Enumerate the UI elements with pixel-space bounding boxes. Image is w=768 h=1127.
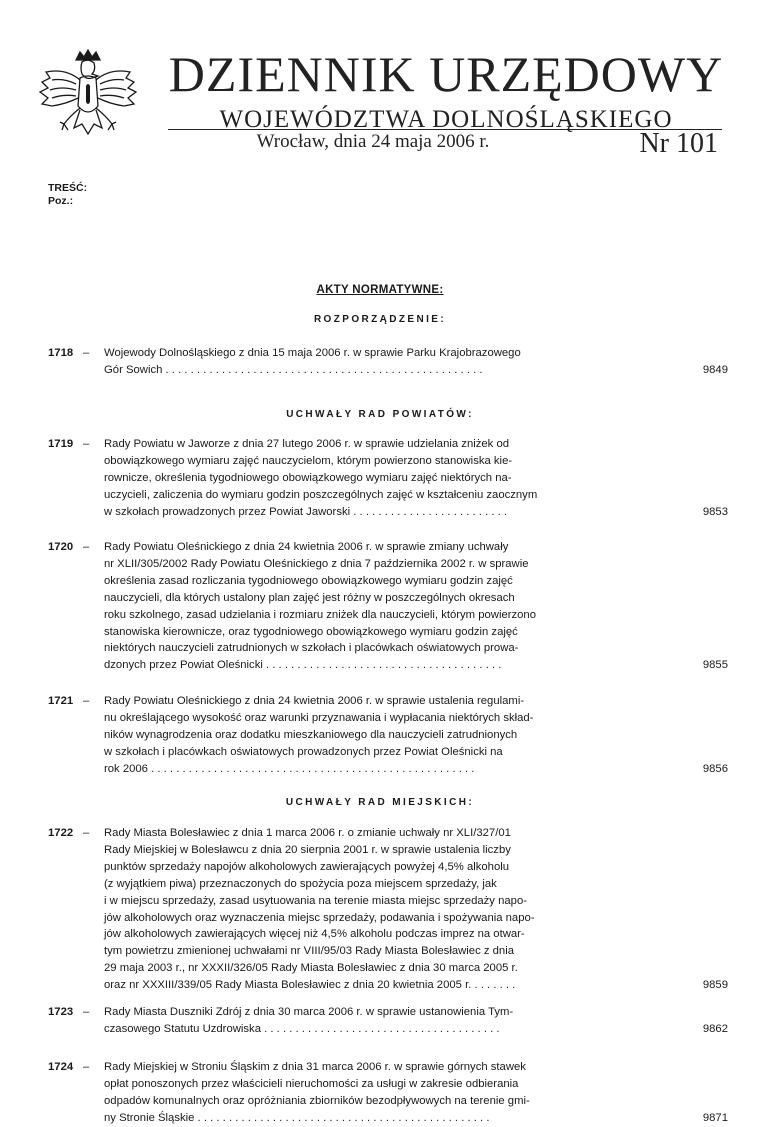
entry-text [104, 539, 614, 674]
entry-dash: – [83, 438, 90, 450]
entry-text [104, 825, 614, 994]
entry-line: Rady Powiatu Oleśnickiego z dnia 24 kwietnia 2006 r. w sprawie ustalenia regulami- [104, 695, 525, 707]
entry-number: 1722 [48, 827, 74, 839]
entry-line: nu określającego wysokość oraz warunki przyznawania i wypłacania niektórych skład- [104, 711, 534, 724]
entry-line: w szkołach i placówkach oświatowych prowadzonych przez Powiat Oleśnicki na [104, 745, 503, 758]
entry-dash: – [83, 1006, 90, 1018]
section-akty-normatywne: AKTY NORMATYWNE: [316, 284, 444, 296]
toc-poz-label: Poz.: [48, 195, 74, 207]
entry-line: Wojewody Dolnośląskiego z dnia 15 maja 2006 r. w sprawie Parku Krajobrazowego [104, 347, 521, 359]
entry-line: (z wyjątkiem piwa) przeznaczonych do spożycia poza miejscem sprzedaży, jak [104, 877, 497, 890]
entry-line: ny Stronie Śląskie . . . . . . . . . . . . . . . . . . . . . . . . . . . . . . . . . . . . . . . . . . . . . . . [104, 1111, 490, 1124]
entry-line: niektórych nauczycieli zatrudnionych w szkołach i placówkach oświatowych prowa- [104, 642, 519, 655]
entry-line: jów alkoholowych oraz wyznaczenia miejsc sprzedaży, podawania i spożywania napo- [104, 911, 535, 924]
entry-line: określenia zasad rozliczania tygodniowego obowiązkowego wymiaru godzin zajęć [104, 574, 513, 587]
entry-line: Rady Powiatu Oleśnickiego z dnia 24 kwietnia 2006 r. w sprawie zmiany uchwały [104, 541, 509, 553]
entry-line: 29 maja 2003 r., nr XXXII/326/05 Rady Miasta Bolesławiec z dnia 30 marca 2005 r. [104, 962, 518, 975]
issue-number: Nr 101 [639, 128, 718, 159]
entry-line: Rady Powiatu w Jaworze z dnia 27 lutego 2006 r. w sprawie udzielania zniżek od [104, 438, 510, 450]
entry-line: tym powietrzu zmienionej uchwałami nr VIII/95/03 Rady Miasta Bolesławiec z dnia [104, 945, 515, 958]
toc-entry [48, 825, 728, 994]
dateline: Wrocław, dnia 24 maja 2006 r. [256, 131, 490, 152]
section-uchwaly-rad-powiatow: UCHWAŁY RAD POWIATÓW: [286, 409, 474, 420]
entry-line: obowiązkowego wymiaru zajęć nauczycielom, którym powierzono stanowiska kie- [104, 454, 513, 467]
eagle-emblem-icon [36, 46, 140, 162]
entry-dash: – [83, 347, 90, 359]
entry-number: 1719 [48, 438, 74, 450]
toc-entry [48, 693, 728, 778]
entry-number: 1723 [48, 1006, 74, 1018]
entry-line: stanowiska kierownicze, oraz tygodniowego obowiązkowego wymiaru godzin zajęć [104, 625, 518, 638]
entry-line: ników wynagrodzenia oraz dodatku mieszkaniowego dla nauczycieli zatrudnionych [104, 728, 518, 741]
section-rozporzadzenie: ROZPORZĄDZENIE: [313, 314, 447, 325]
entry-number: 1724 [48, 1061, 74, 1073]
entry-line: jów alkoholowych zawierających więcej niż 4,5% alkoholu podczas imprez na otwar- [104, 928, 525, 941]
entry-page: 9849 [702, 363, 728, 376]
entry-line: nr XLII/305/2002 Rady Powiatu Oleśnickiego z dnia 7 października 2002 r. w sprawie [104, 557, 529, 570]
entry-line: rok 2006 . . . . . . . . . . . . . . . . . . . . . . . . . . . . . . . . . . . . . . . . . . . . . . . . . . . . [104, 762, 475, 775]
entry-line: punktów sprzedaży napojów alkoholowych zawierających powyżej 4,5% alkoholu [104, 860, 510, 873]
toc-entry [48, 345, 728, 379]
entry-line: czasowego Statutu Uzdrowiska . . . . . . . . . . . . . . . . . . . . . . . . . . . . . . . . . . . . . . [104, 1022, 500, 1035]
entry-line: roku szkolnego, zasad udzielania i rozmiaru zniżek dla nauczycieli, którym powierzono [104, 608, 536, 621]
entry-line: uczycieli, zaliczenia do wymiaru godzin poszczególnych zajęć w kształceniu zaocznym [104, 488, 538, 501]
entry-line: Rady Miejskiej w Stroniu Śląskim z dnia 31 marca 2006 r. w sprawie górnych stawek [104, 1061, 526, 1073]
entry-dash: – [83, 695, 90, 707]
entry-page: 9871 [702, 1111, 728, 1124]
entry-line: Rady Miasta Bolesławiec z dnia 1 marca 2006 r. o zmianie uchwały nr XLI/327/01 [104, 827, 511, 839]
entry-number: 1718 [48, 347, 74, 359]
entry-page: 9862 [702, 1022, 728, 1035]
entry-line: nauczycieli, dla których ustalony plan zajęć jest różny w poszczególnych okresach [104, 591, 515, 604]
toc-entry [48, 1004, 728, 1038]
entry-text [104, 693, 614, 778]
entry-line: Rady Miejskiej w Bolesławcu z dnia 20 sierpnia 2001 r. w sprawie ustalenia liczby [104, 843, 511, 856]
section-uchwaly-rad-miejskich: UCHWAŁY RAD MIEJSKICH: [285, 797, 475, 808]
toc-entry [48, 1059, 728, 1127]
entry-page: 9856 [702, 762, 728, 775]
entry-dash: – [83, 827, 90, 839]
entry-line: w szkołach prowadzonych przez Powiat Jaworski . . . . . . . . . . . . . . . . . . . . . . . . . [104, 505, 508, 518]
entry-text [104, 1059, 614, 1127]
entry-number: 1720 [48, 541, 74, 553]
entry-line: rownicze, określenia tygodniowego obowiązkowego wymiaru zajęć niektórych na- [104, 471, 512, 484]
entry-text [104, 345, 614, 379]
entry-line: oraz nr XXXIII/339/05 Rady Miasta Bolesławiec z dnia 20 kwietnia 2005 r. . . . . . . . [104, 979, 516, 992]
entry-page: 9855 [702, 659, 728, 672]
journal-title: DZIENNIK URZĘDOWY [168, 46, 724, 102]
masthead [168, 46, 724, 134]
toc-entry [48, 436, 728, 521]
journal-subtitle: WOJEWÓDZTWA DOLNOŚLĄSKIEGO [219, 106, 673, 133]
toc-heading [48, 182, 87, 208]
entry-page: 9853 [702, 505, 728, 518]
entry-line: i w miejscu sprzedaży, zasad usytuowania na terenie miasta miejsc sprzedaży napo- [104, 894, 527, 907]
entry-number: 1721 [48, 695, 74, 707]
toc-entry [48, 539, 728, 674]
entry-text [104, 436, 614, 521]
entry-line: Rady Miasta Duszniki Zdrój z dnia 30 marca 2006 r. w sprawie ustanowienia Tym- [104, 1006, 514, 1018]
entry-line: dzonych przez Powiat Oleśnicki . . . . . . . . . . . . . . . . . . . . . . . . . . . . . . . . . . . . . . [104, 659, 502, 672]
entry-text [104, 1004, 614, 1038]
entry-line: Gór Sowich . . . . . . . . . . . . . . . . . . . . . . . . . . . . . . . . . . . . . . . . . . . . . . . . . . . [104, 363, 483, 376]
toc-heading-label: TREŚĆ: [48, 182, 88, 194]
entry-line: opłat ponoszonych przez właścicieli nieruchomości za usługi w zakresie odbierania [104, 1077, 519, 1090]
entry-dash: – [83, 541, 90, 553]
entry-dash: – [83, 1061, 90, 1073]
entry-page: 9859 [702, 979, 728, 992]
entry-line: odpadów komunalnych oraz opróżniania zbiorników bezodpływowych na terenie gmi- [104, 1094, 530, 1107]
